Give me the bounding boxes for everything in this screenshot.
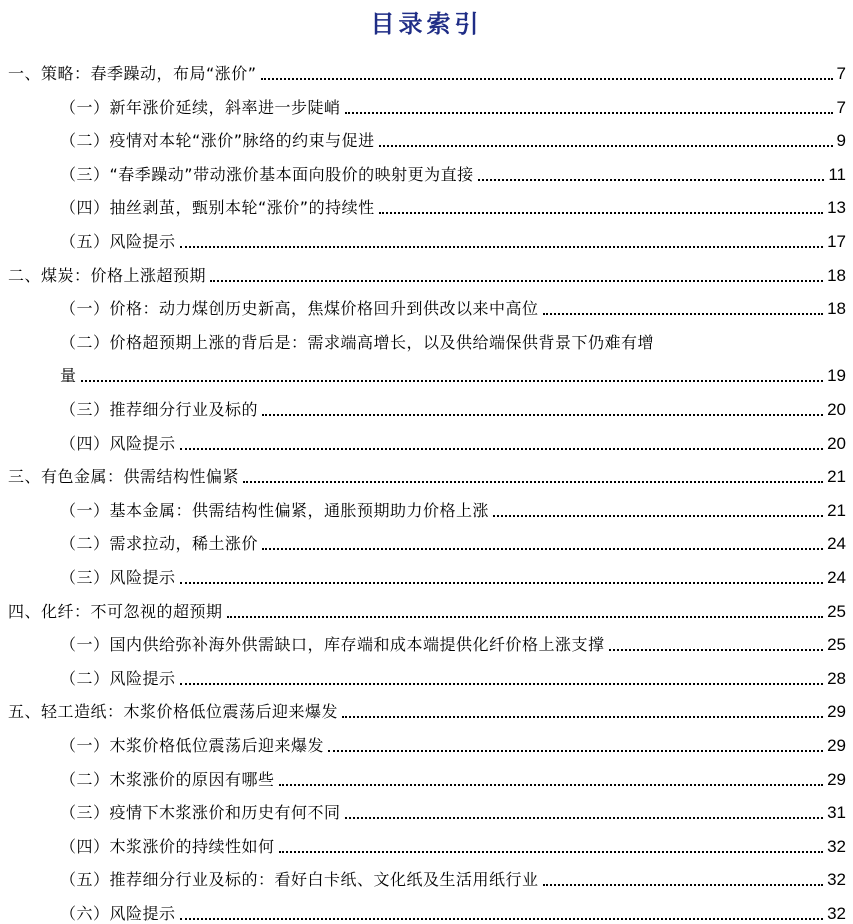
page-number: 17	[827, 232, 846, 251]
page-number: 11	[828, 164, 846, 184]
page-number: 18	[827, 299, 846, 319]
toc-entry-text: （三）“春季躁动”带动涨价基本面向股价的映射更为直接	[60, 164, 474, 184]
page-number: 9	[836, 131, 846, 151]
page-number: 29	[827, 736, 846, 755]
toc-entry-text: 四、化纤：不可忽视的超预期	[8, 601, 223, 621]
page-number: 7	[836, 64, 846, 83]
toc-entry-sub[interactable]	[60, 762, 846, 790]
toc-entry-sub[interactable]	[60, 493, 846, 521]
toc-entry-text: （四）抽丝剥茧，甄别本轮“涨价”的持续性	[60, 198, 375, 218]
toc-entry-section[interactable]	[8, 459, 846, 487]
toc-entry-section[interactable]	[8, 56, 846, 84]
dot-leader	[379, 145, 833, 147]
page-number: 20	[827, 400, 846, 419]
dot-leader	[342, 716, 823, 718]
toc-entry-sub[interactable]	[60, 728, 846, 756]
toc-entry-text: （五）推荐细分行业及标的：看好白卡纸、文化纸及生活用纸行业	[60, 870, 539, 890]
toc-entry-text: （二）疫情对本轮“涨价”脉络的约束与促进	[60, 131, 375, 151]
page-number: 29	[827, 702, 846, 722]
toc-entry-sub[interactable]	[60, 291, 846, 319]
toc-entry-sub[interactable]	[60, 795, 846, 823]
page-number: 7	[836, 97, 846, 117]
toc-entry-sub[interactable]	[60, 526, 846, 554]
toc-entry-text: 三、有色金属：供需结构性偏紧	[8, 467, 240, 487]
toc-entry-text: （五）风险提示	[60, 232, 176, 251]
dot-leader	[210, 280, 823, 282]
dot-leader	[543, 884, 824, 886]
toc-entry-sub[interactable]	[60, 157, 846, 185]
dot-leader	[543, 313, 824, 315]
toc-entry-text: （二）价格超预期上涨的背后是：需求端高增长，以及供给端保供背景下仍难有增	[60, 332, 655, 352]
dot-leader	[493, 515, 823, 517]
page-number: 32	[827, 836, 846, 856]
dot-leader	[180, 582, 824, 584]
dot-leader	[262, 414, 823, 416]
dot-leader	[261, 78, 833, 80]
dot-leader	[328, 750, 823, 752]
dot-leader	[180, 246, 824, 248]
toc-entry-sub[interactable]	[60, 190, 846, 218]
toc-entry-text: （四）木浆涨价的持续性如何	[60, 836, 275, 856]
toc-entry-sub[interactable]	[60, 123, 846, 151]
dot-leader	[279, 784, 824, 786]
toc-entry-text: （二）需求拉动，稀土涨价	[60, 534, 259, 554]
dot-leader	[262, 548, 823, 550]
toc-entry-sub-continued[interactable]	[60, 358, 846, 386]
toc-entry-sub[interactable]	[60, 90, 846, 118]
toc-entry-text: （二）风险提示	[60, 668, 176, 688]
toc-entry-text: （一）新年涨价延续，斜率进一步陡峭	[60, 97, 341, 117]
toc-entry-text: （三）风险提示	[60, 568, 176, 587]
dot-leader	[81, 380, 824, 382]
toc-entry-text: （一）基本金属：供需结构性偏紧，通胀预期助力价格上涨	[60, 500, 490, 520]
page-number: 32	[827, 870, 846, 890]
toc-entry-text: 五、轻工造纸：木浆价格低位震荡后迎来爆发	[8, 702, 339, 722]
page-number: 31	[827, 803, 846, 823]
page-number: 25	[827, 635, 846, 655]
toc-entry-text: （四）风险提示	[60, 433, 176, 453]
toc-entry-text: 二、煤炭：价格上涨超预期	[8, 265, 207, 285]
page-number: 19	[827, 366, 846, 386]
page-number: 32	[827, 904, 846, 923]
page-title: 目录索引	[370, 10, 483, 38]
toc-entry-text: （一）木浆价格低位震荡后迎来爆发	[60, 736, 325, 755]
page-number: 13	[827, 198, 846, 218]
toc-entry-text: （二）木浆涨价的原因有哪些	[60, 769, 275, 789]
toc-entry-text: （三）疫情下木浆涨价和历史有何不同	[60, 803, 341, 823]
toc-entry-sub[interactable]	[60, 829, 846, 857]
page-number: 28	[827, 668, 846, 688]
toc-entry-text: （三）推荐细分行业及标的	[60, 400, 259, 419]
dot-leader	[180, 683, 824, 685]
toc-entry-sub[interactable]	[60, 627, 846, 655]
toc-entry-text: （一）价格：动力煤创历史新高，焦煤价格回升到供改以来中高位	[60, 299, 539, 319]
toc-entry-text: （六）风险提示	[60, 904, 176, 923]
toc-entry-text: 一、策略：春季躁动，布局“涨价”	[8, 64, 257, 83]
dot-leader	[243, 481, 823, 483]
toc-entry-sub[interactable]	[60, 224, 846, 252]
dot-leader	[478, 179, 825, 181]
dot-leader	[345, 112, 833, 114]
toc-entry-sub[interactable]	[60, 392, 846, 420]
toc-entry-text-continued: 量	[60, 366, 77, 386]
page-number: 24	[827, 534, 846, 554]
dot-leader	[609, 649, 824, 651]
page-number: 21	[827, 500, 846, 520]
toc-entry-section[interactable]	[8, 594, 846, 622]
toc-entry-sub[interactable]	[60, 560, 846, 588]
page-number: 21	[827, 467, 846, 487]
dot-leader	[379, 212, 823, 214]
toc-entry-text: （一）国内供给弥补海外供需缺口，库存端和成本端提供化纤价格上涨支撑	[60, 635, 605, 655]
toc-entry-sub[interactable]	[60, 896, 846, 924]
dot-leader	[345, 817, 824, 819]
dot-leader	[227, 616, 824, 618]
page-number: 29	[827, 769, 846, 789]
toc-entry-section[interactable]	[8, 258, 846, 286]
page-number: 18	[827, 265, 846, 285]
page-number: 25	[827, 601, 846, 621]
dot-leader	[180, 918, 824, 920]
dot-leader	[180, 448, 824, 450]
dot-leader	[279, 851, 824, 853]
toc-entry-sub[interactable]	[60, 426, 846, 454]
toc-entry-sub[interactable]	[60, 661, 846, 689]
toc-entry-sub[interactable]	[60, 325, 846, 353]
toc-entry-sub[interactable]	[60, 862, 846, 890]
page-number: 20	[827, 433, 846, 453]
page-number: 24	[827, 568, 846, 587]
toc-entry-section[interactable]	[8, 694, 846, 722]
